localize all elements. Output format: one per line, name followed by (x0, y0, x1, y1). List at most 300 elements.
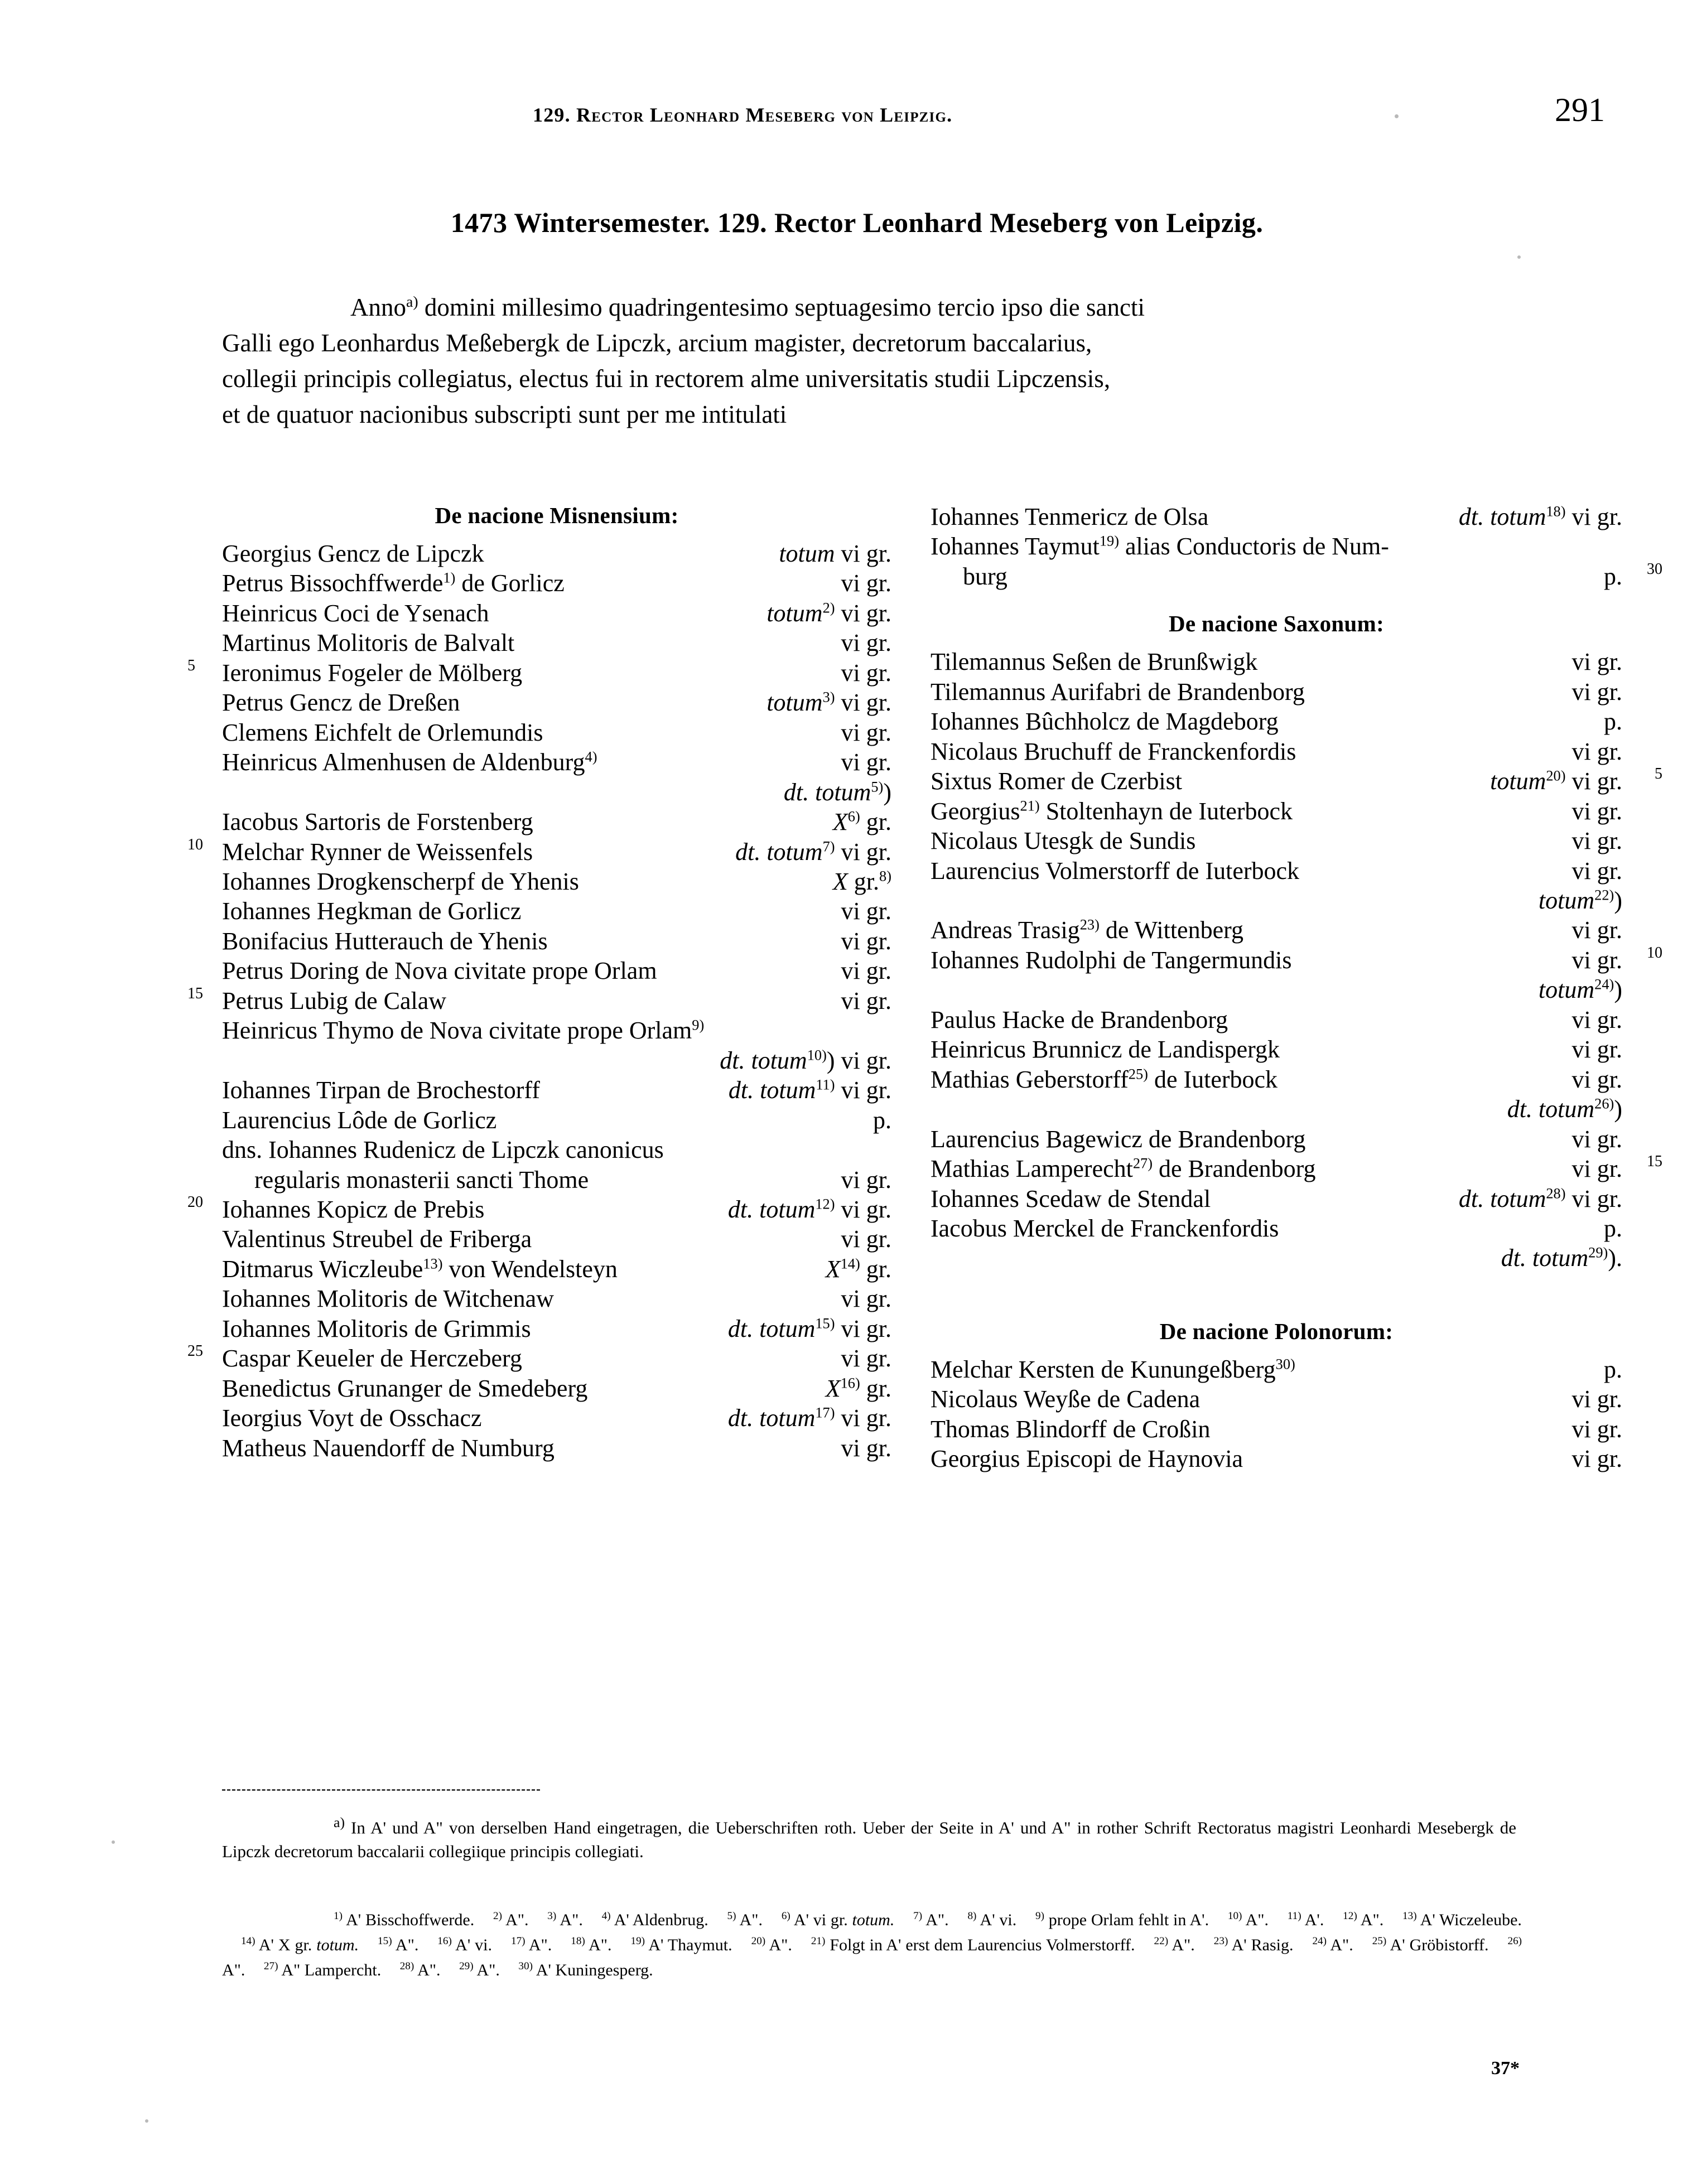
entry-amount-group (1490, 766, 1622, 796)
footnote-text: A' Wiczeleube. (1420, 1911, 1522, 1929)
matriculation-entry (222, 867, 891, 896)
entry-amount: vi gr. (841, 897, 891, 925)
footnote-number: 21) (811, 1935, 826, 1947)
line-number: 5 (1655, 765, 1662, 783)
entry-amount-group (841, 747, 891, 777)
entry-name: Iohannes Rudolphi de Tangermundis (931, 946, 1292, 974)
matriculation-entry (931, 1444, 1622, 1473)
footnote-item (782, 1911, 895, 1929)
entry-amount-group (1604, 707, 1622, 736)
entry-name-continued: regularis monasterii sancti Thome (254, 1166, 589, 1194)
footnote-item (264, 1961, 381, 1979)
footnote-number: 2) (493, 1910, 502, 1922)
matriculation-entry (931, 1355, 1622, 1384)
footnote-item (967, 1911, 1016, 1929)
section-heading-saxonum: De nacione Saxonum: (1168, 611, 1385, 637)
running-head (0, 103, 1697, 127)
footnote-number: 5) (727, 1910, 736, 1922)
entry-amount-group (841, 628, 891, 658)
footnote-text: A". (505, 1911, 529, 1929)
entry-amount: vi gr. (1571, 946, 1622, 974)
entry-amount: vi gr. (1571, 916, 1622, 944)
matriculation-entry (222, 1403, 891, 1433)
entry-amount: vi gr. (1571, 827, 1622, 855)
entry-amount-group (766, 688, 891, 717)
entry-amount-group (833, 807, 891, 837)
entry-name: Laurencius Lôde de Gorlicz (222, 1106, 497, 1134)
entry-amount: p. (1604, 708, 1622, 736)
matriculation-entry (222, 747, 891, 777)
entry-name: Iohannes Kopicz de Prebis (222, 1195, 485, 1223)
entry-amount: vi gr. (1571, 1155, 1622, 1183)
footnote-number: 30) (518, 1960, 533, 1972)
footnote-ref[interactable]: 14) (840, 1255, 860, 1272)
matriculation-entry (931, 737, 1622, 766)
entry-amount: vi gr. (841, 1404, 891, 1432)
footnote-ref[interactable]: 23) (1079, 916, 1100, 933)
matriculation-entry-continuation (931, 560, 1662, 591)
entry-name: Paulus Hacke de Brandenborg (931, 1006, 1228, 1033)
footnote-ref[interactable]: 22) (1594, 886, 1614, 903)
entry-amount-group (841, 718, 891, 747)
entry-amount: vi gr. (841, 540, 891, 567)
entry-name: Iohannes Bûchholcz de Magdeborg (931, 708, 1279, 736)
line-number: 10 (1647, 944, 1662, 961)
footnote-item (1312, 1936, 1353, 1954)
entry-amount-group (1604, 562, 1622, 591)
footnote-ref[interactable]: 12) (815, 1195, 835, 1212)
entry-name: Iohannes Molitoris de Witchenaw (222, 1285, 554, 1313)
entry-amount: vi gr. (841, 629, 891, 657)
line-number: 25 (187, 1342, 203, 1360)
footnote-number: 3) (547, 1910, 557, 1922)
intro-line-3: collegii principis collegiatus, electus fui in rectorem alme universitatis studii Lipczensis, (222, 364, 1111, 393)
matriculation-entry (931, 502, 1622, 531)
footnote-item (400, 1961, 441, 1979)
matriculation-entry (222, 807, 891, 837)
entry-name: Caspar Keueler de Herczeberg (222, 1345, 522, 1373)
entry-amount-group (1572, 945, 1622, 975)
footnote-number: 11) (1287, 1910, 1301, 1922)
matriculation-entry (931, 856, 1622, 886)
footnote-item (437, 1936, 492, 1954)
matriculation-entry (931, 1065, 1622, 1094)
entry-name: Heinricus Coci de Ysenach (222, 599, 489, 627)
entry-amount: vi gr. (841, 599, 891, 627)
entry-amount: vi gr. (1571, 737, 1622, 765)
footnote-item (1288, 1911, 1324, 1929)
matriculation-entry (931, 677, 1622, 707)
footnote-text: A' Thaymut. (648, 1936, 732, 1954)
footnote-text: A" Lampercht. (281, 1961, 382, 1979)
entry-amount: vi gr. (841, 838, 891, 866)
column-right (931, 502, 1662, 1474)
footnote-text: A". (1245, 1911, 1269, 1929)
entry-amount: vi gr. (841, 1195, 891, 1223)
entry-note: dt. totum (735, 838, 823, 866)
page-title (0, 206, 1697, 239)
footnote-ref[interactable]: 30) (1275, 1355, 1295, 1373)
footnote-ref[interactable]: 5) (871, 777, 884, 795)
matriculation-entry (931, 1184, 1622, 1214)
footnote-number: 14) (240, 1935, 255, 1947)
footnote-text: A' Kuningesperg. (536, 1961, 653, 1979)
entry-name: Petrus Gencz de Dreßen (222, 689, 460, 717)
entry-name: Georgius Gencz de Lipczk (222, 540, 484, 567)
footnote-rule (222, 1789, 540, 1791)
footnote-ref[interactable]: 25) (1128, 1065, 1148, 1083)
footnote-ref[interactable]: 1) (443, 569, 456, 586)
footnote-text: A". (417, 1961, 441, 1979)
entry-amount-group (1572, 1065, 1622, 1094)
entry-amount: vi gr. (841, 689, 891, 717)
entry-amount-group (1572, 647, 1622, 677)
entry-name: Nicolaus Bruchuff de Franckenfordis (931, 737, 1296, 765)
section-heading-polonorum: De nacione Polonorum: (1159, 1318, 1394, 1344)
entry-amount: gr. (854, 867, 880, 895)
entry-note: dt. totum (728, 1076, 816, 1104)
entry-name: Ieorgius Voyt de Osschacz (222, 1404, 482, 1432)
matriculation-entry (222, 539, 891, 568)
entry-note: X (832, 867, 848, 895)
entry-note: dt. totum (727, 1195, 816, 1223)
entry-amount: p. (1604, 1355, 1622, 1383)
footnote-number: 18) (571, 1935, 585, 1947)
matriculation-entry (222, 568, 891, 598)
entry-amount-group (1604, 1355, 1622, 1384)
matriculation-entry (222, 1433, 891, 1463)
entry-amount: vi gr. (841, 1345, 891, 1373)
footnote-number: 10) (1227, 1910, 1242, 1922)
entry-name: Andreas Trasig$^{23)}$ de Wittenberg (931, 916, 1243, 944)
column-left (187, 502, 891, 1463)
entry-amount-group (841, 986, 891, 1016)
footnote-ref[interactable]: 16) (840, 1374, 860, 1391)
footnote-text: Folgt in A' erst dem Laurencius Volmerstorff. (830, 1936, 1135, 1954)
footnote-ref[interactable]: 20) (1546, 767, 1566, 784)
entry-continuation-text: dt. totum$^{5)}$) (783, 777, 891, 806)
footnote-number: 8) (967, 1910, 977, 1922)
entry-amount-group (841, 1344, 891, 1373)
footnote-text: A". (589, 1936, 612, 1954)
matriculation-entry (222, 1284, 891, 1313)
footnote-ref[interactable]: 11) (816, 1076, 835, 1093)
entry-name: Ieronimus Fogeler de Mölberg (222, 659, 523, 687)
entry-amount-group (1572, 915, 1622, 945)
footnote-ref[interactable]: 4) (585, 748, 597, 765)
entry-amount: p. (1604, 1214, 1622, 1242)
entry-name: Iacobus Merckel de Franckenfordis (931, 1214, 1279, 1242)
footnote-text: A' Rasig. (1231, 1936, 1294, 1954)
footnote-number: 15) (378, 1935, 392, 1947)
matriculation-entry (222, 926, 891, 956)
footnote-item (811, 1936, 1135, 1954)
footnote-text: A". (739, 1911, 763, 1929)
footnote-ref[interactable]: 3) (822, 688, 835, 706)
matriculation-entry (222, 1016, 891, 1045)
entry-amount: vi gr. (1571, 1125, 1622, 1153)
footnote-text: A". (1330, 1936, 1353, 1954)
entry-name: Iohannes Tenmericz de Olsa (931, 503, 1209, 530)
footnote-text: A". (1171, 1936, 1195, 1954)
footnote-a-marker: a) (334, 1814, 345, 1830)
entry-amount: vi gr. (1571, 1415, 1622, 1443)
entry-list-misnensium (187, 539, 891, 1463)
entry-amount-group (873, 1105, 891, 1135)
footnote-item (1035, 1911, 1209, 1929)
footnote-number: 17) (510, 1935, 526, 1947)
page-number: 291 (1555, 91, 1605, 128)
entry-amount-group (841, 896, 891, 926)
line-number: 20 (187, 1193, 203, 1211)
entry-amount: vi gr. (841, 1285, 891, 1313)
footnote-ref[interactable]: 24) (1594, 975, 1614, 993)
entry-name: Melchar Rynner de Weissenfels (222, 838, 533, 866)
matriculation-entry (931, 1414, 1622, 1444)
entry-amount: vi gr. (1571, 1065, 1622, 1093)
footnote-item (571, 1936, 611, 1954)
entry-amount: vi gr. (841, 1225, 891, 1253)
matriculation-entry (931, 765, 1662, 796)
entry-amount: vi gr. (841, 1315, 891, 1342)
entry-amount: vi gr. (841, 987, 891, 1014)
footnote-item (493, 1911, 529, 1929)
entry-amount-group (728, 1403, 891, 1433)
intro-paragraph (222, 290, 1500, 433)
entry-amount-group (841, 1165, 891, 1195)
footnote-item (518, 1961, 653, 1979)
entry-amount-group (841, 1284, 891, 1313)
footnote-number: 20) (751, 1935, 766, 1947)
footnote-item (378, 1936, 418, 1954)
entry-name: Valentinus Streubel de Friberga (222, 1225, 532, 1253)
scan-speck (145, 2119, 148, 2123)
signature-mark: 37* (1491, 2058, 1520, 2079)
matriculation-entry (187, 1193, 891, 1224)
footnote-ref[interactable]: 18) (1546, 502, 1566, 520)
footnote-item (1214, 1936, 1294, 1954)
footnote-ref[interactable]: 15) (815, 1315, 835, 1332)
entry-note: dt. totum (727, 1315, 816, 1342)
footnote-item (913, 1911, 949, 1929)
entry-continuation-note (931, 975, 1622, 1004)
footnote-ref[interactable]: 19) (1099, 532, 1120, 549)
entry-amount-group (1572, 1035, 1622, 1064)
matriculation-entry (931, 531, 1622, 561)
matriculation-entry-continuation (222, 1165, 891, 1195)
footnote-item (1154, 1936, 1195, 1954)
entry-amount-group (1572, 856, 1622, 886)
entry-list-misnensium-overflow (931, 502, 1662, 591)
entry-name: Iohannes Hegkman de Gorlicz (222, 897, 522, 925)
footnote-number: 1) (334, 1910, 343, 1922)
entry-continuation-text: totum$^{22)}$) (1538, 886, 1622, 914)
footnote-text: A". (560, 1911, 583, 1929)
entry-amount-group (728, 1195, 891, 1224)
entry-amount-group (841, 1224, 891, 1254)
entry-amount: vi gr. (841, 927, 891, 955)
footnote-text: A' Gröbistorff. (1390, 1936, 1489, 1954)
entry-amount-group (1572, 1444, 1622, 1473)
entry-name: Sixtus Romer de Czerbist (931, 767, 1182, 795)
entry-amount: vi gr. (841, 569, 891, 597)
entry-amount-group (728, 1314, 891, 1344)
entry-amount: vi gr. (841, 659, 891, 687)
entry-list-polonorum (931, 1355, 1622, 1474)
footnote-number: 6) (781, 1910, 790, 1922)
entry-amount-group (841, 1433, 891, 1463)
footnote-number: 23) (1213, 1935, 1228, 1947)
entry-amount-group (1572, 737, 1622, 766)
entry-amount: vi gr. (841, 1166, 891, 1194)
entry-amount: vi gr. (841, 748, 891, 776)
matriculation-entry (931, 1035, 1622, 1064)
footnote-ref[interactable]: 27) (1132, 1154, 1153, 1172)
entry-name: Ditmarus Wiczleube$^{13)}$ von Wendelsteyn (222, 1255, 618, 1283)
footnote-entries (222, 1907, 1522, 1983)
matriculation-entry (222, 1374, 891, 1403)
entry-name: Laurencius Volmerstorff de Iuterbock (931, 857, 1300, 885)
entry-continuation-note (931, 1243, 1622, 1273)
footnote-item (1343, 1911, 1383, 1929)
entry-amount: vi gr. (841, 957, 891, 985)
entry-note: dt. totum (727, 1404, 816, 1432)
entry-continuation-text: dt. totum$^{26)}$) (1507, 1095, 1622, 1123)
entry-amount: vi gr. (1571, 503, 1622, 530)
footnote-text: A'. (1304, 1911, 1324, 1929)
entry-amount-group (841, 926, 891, 956)
entry-name: Matheus Nauendorff de Numburg (222, 1434, 555, 1462)
footnote-item (602, 1911, 708, 1929)
running-head-title: 129. Rector Leonhard Meseberg von Leipzig. (533, 104, 953, 126)
entry-amount-group (735, 837, 891, 867)
matriculation-entry (222, 1135, 891, 1165)
entry-note: X (825, 1374, 841, 1402)
footnote-ref[interactable]: 13) (423, 1255, 443, 1272)
intro-line-1-rest: domini millesimo quadringentesimo septuagesimo tercio ipso die sancti (418, 293, 1145, 321)
entry-amount-group (826, 1254, 891, 1284)
entry-amount-group (729, 1075, 891, 1105)
entry-name: Martinus Molitoris de Balvalt (222, 629, 515, 657)
intro-line-4: et de quatuor nacionibus subscripti sunt per me intitulati (222, 400, 787, 428)
footnote-item (547, 1911, 583, 1929)
entry-amount: vi gr. (1571, 1385, 1622, 1413)
page-title-text: 1473 Wintersemester. 129. Rector Leonhard Meseberg von Leipzig. (450, 207, 1264, 238)
entry-amount: vi gr. (1571, 1445, 1622, 1473)
footnote-ref[interactable]: 7) (822, 837, 835, 854)
entry-amount-group (841, 956, 891, 985)
entry-note: X (825, 1255, 841, 1283)
footnote-ref[interactable]: 6) (847, 808, 860, 825)
entry-note: totum (1490, 767, 1546, 795)
entry-amount: vi gr. (1571, 857, 1622, 885)
intro-line-1 (222, 290, 1500, 326)
entry-continuation-note (931, 886, 1622, 915)
footnote-text: A' Aldenbrug. (614, 1911, 708, 1929)
matriculation-entry (222, 956, 891, 985)
entry-amount: vi gr. (1571, 767, 1622, 795)
entry-amount-group (1604, 1214, 1622, 1243)
scan-speck (1395, 114, 1399, 118)
matriculation-entry (931, 1005, 1622, 1035)
entry-amount-group (1572, 1154, 1622, 1183)
entry-amount: vi gr. (841, 718, 891, 746)
matriculation-entry (931, 647, 1622, 677)
entry-name: Iohannes Drogkenscherpf de Yhenis (222, 867, 579, 895)
footnote-ref[interactable]: 28) (1546, 1184, 1566, 1201)
entry-amount: gr. (866, 1374, 891, 1402)
entry-amount: vi gr. (1571, 797, 1622, 825)
footnote-a (222, 1813, 1516, 1864)
entry-continuation-note (222, 777, 891, 807)
entry-name: Iohannes Tirpan de Brochestorff (222, 1076, 540, 1104)
section-heading-misnensium: De nacione Misnensium: (435, 502, 679, 528)
entry-name: Bonifacius Hutterauch de Yhenis (222, 927, 548, 955)
footnote-item (459, 1961, 500, 1979)
footnote-number: 4) (601, 1910, 611, 1922)
entry-note: dt. totum (1458, 1185, 1546, 1212)
footnote-text: prope Orlam fehlt in A'. (1048, 1911, 1209, 1929)
footnote-ref[interactable]: 10) (807, 1046, 827, 1064)
entry-name: Petrus Doring de Nova civitate prope Orlam (222, 957, 657, 985)
matriculation-entry (931, 1153, 1662, 1183)
footnote-item (751, 1936, 792, 1954)
entry-continuation-text: dt. totum$^{10)}$) vi gr. (720, 1046, 891, 1074)
line-number: 5 (187, 656, 195, 674)
entry-note: totum (766, 599, 823, 627)
matriculation-entry (931, 796, 1622, 826)
footnote-ref[interactable]: 2) (822, 599, 835, 616)
entry-name: Nicolaus Weyße de Cadena (931, 1385, 1201, 1413)
entry-amount-group (1572, 1384, 1622, 1414)
entry-name: Mathias Lamperecht$^{27)}$ de Brandenborg (931, 1154, 1316, 1183)
footnote-ref[interactable]: 29) (1588, 1244, 1608, 1261)
entry-name: Iohannes Scedaw de Stendal (931, 1185, 1211, 1212)
matriculation-entry (931, 1214, 1622, 1243)
matriculation-entry (187, 1342, 891, 1373)
matriculation-entry (187, 835, 891, 867)
entry-amount-group (766, 598, 891, 628)
footnote-text: A". (476, 1961, 500, 1979)
entry-name: Mathias Geberstorff$^{25)}$ de Iuterbock (931, 1065, 1278, 1093)
entry-list-saxonum (931, 647, 1662, 1273)
entry-amount-group (1572, 1005, 1622, 1035)
footnote-number: 25) (1372, 1935, 1387, 1947)
matriculation-entry (222, 896, 891, 926)
footnote-text: A' vi. (455, 1936, 493, 1954)
footnote-ref[interactable]: 8) (879, 867, 891, 885)
footnote-number: 27) (263, 1960, 278, 1972)
matriculation-entry (222, 598, 891, 628)
entry-amount-group (833, 867, 891, 896)
footnote-ref[interactable]: 26) (1594, 1095, 1614, 1112)
entry-amount-group (1572, 796, 1622, 826)
footnote-ref[interactable]: 17) (815, 1404, 835, 1421)
matriculation-entry (931, 826, 1622, 856)
entry-name: Georgius Episcopi de Haynovia (931, 1445, 1243, 1473)
footnote-number: 12) (1343, 1910, 1357, 1922)
entry-name: Clemens Eichfelt de Orlemundis (222, 718, 543, 746)
footnote-ref[interactable]: 9) (692, 1016, 705, 1033)
footnote-text: A' vi gr. totum. (793, 1911, 895, 1929)
scan-speck (1517, 255, 1521, 259)
footnote-ref[interactable]: 21) (1020, 796, 1040, 814)
matriculation-entry (931, 944, 1662, 975)
entry-name: Tilemannus Seßen de Brunßwigk (931, 648, 1258, 676)
matriculation-entry (222, 1224, 891, 1254)
line-number: 10 (187, 835, 203, 853)
entry-amount: vi gr. (1571, 1185, 1622, 1212)
